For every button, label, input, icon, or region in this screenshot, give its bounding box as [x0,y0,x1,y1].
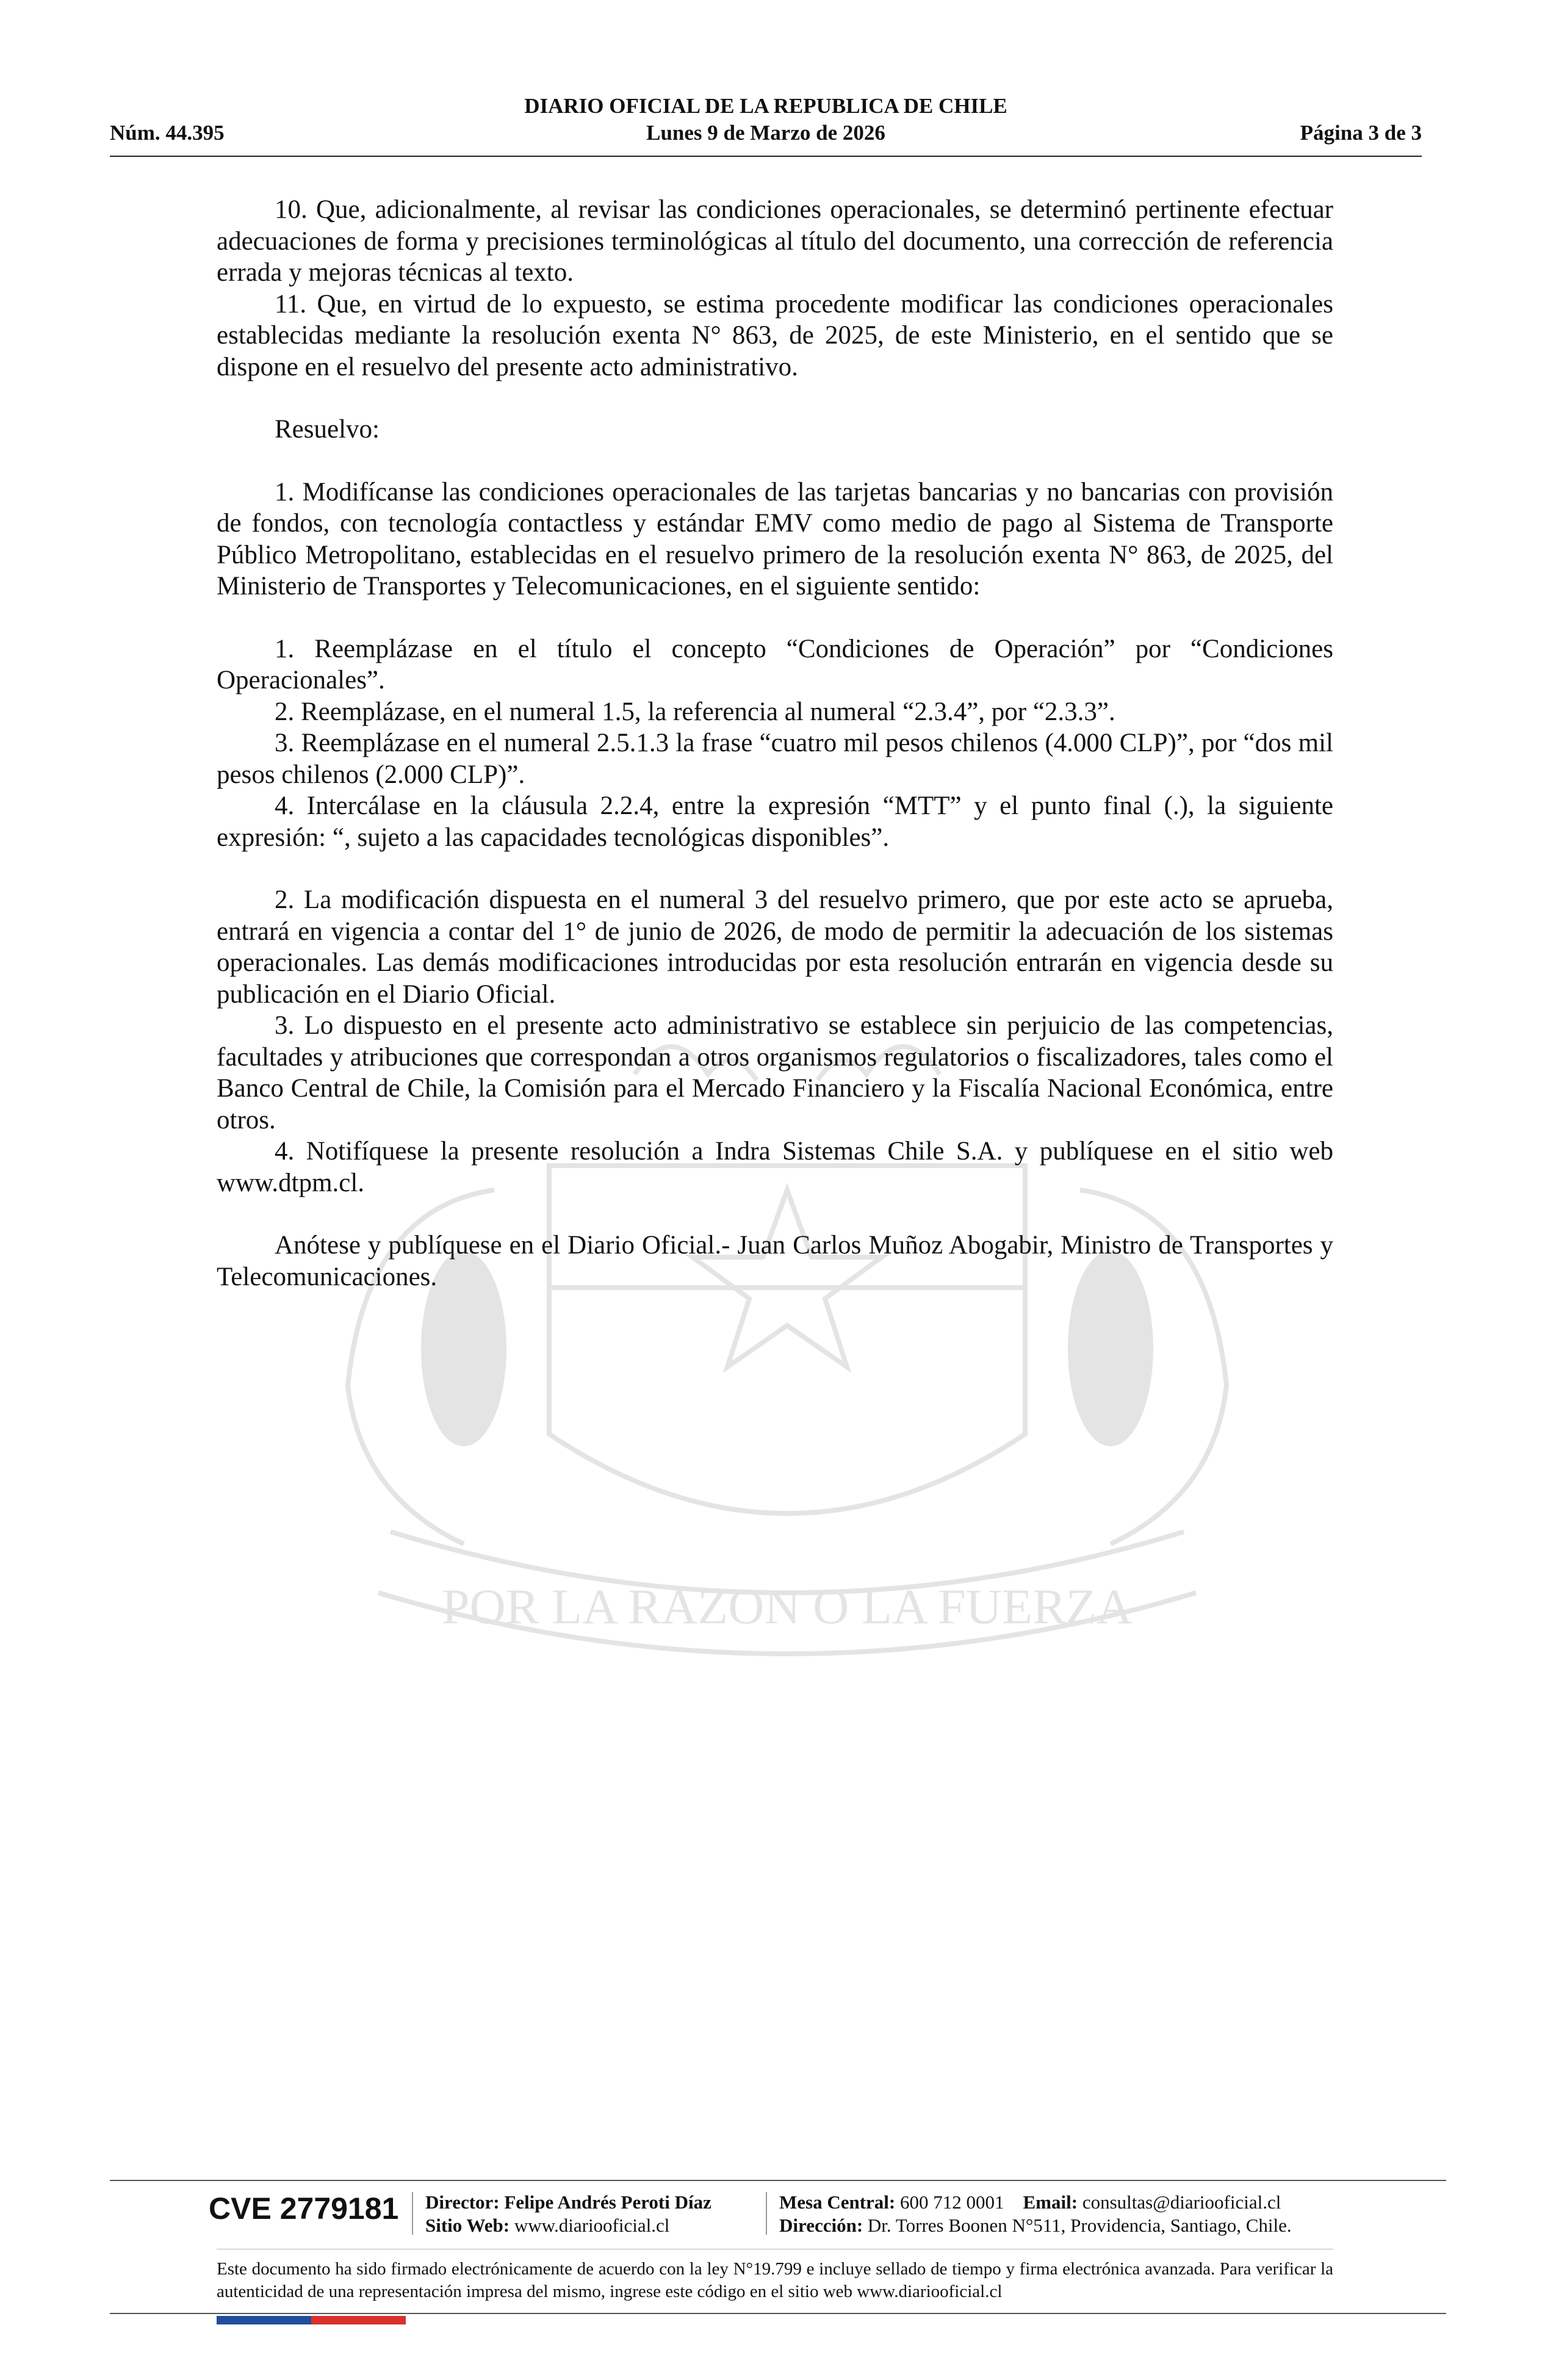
resuelvo-1: 1. Modifícanse las condiciones operacionales de las tarjetas bancarias y no bancarias con provisión de fondos, con tecnología contactless y estándar EMV como medio de pago al Sistema de Transporte Público Metropolitano, establecidas en el resuelvo primero de la resolución exenta N° 863, de 2025, del Ministerio de Transportes y Telecomunicaciones, en el siguiente sentido: [217,477,1333,600]
email-label: Email: [1023,2191,1078,2213]
page-indicator: Página 3 de 3 [1300,121,1422,145]
paragraph-considerando-11: 11. Que, en virtud de lo expuesto, se estima procedente modificar las condiciones operacionales establecidas mediante la resolución exenta N° 863, de 2025, de este Ministerio, en el sentido que se dispone en el resuelvo del presente acto administrativo. [217,289,1333,381]
resuelvo-2: 2. La modificación dispuesta en el numeral 3 del resuelvo primero, que por este acto se aprueba, entrará en vigencia a contar del 1° de junio de 2026, de modo de permitir la adecuación de los sistemas operacionales. Las demás modificaciones introducidas por esta resolución entrarán en vigencia desde su publicación en el Diario Oficial. [217,885,1333,1009]
amendment-2: 2. Reemplázase, en el numeral 1.5, la referencia al numeral “2.3.4”, por “2.3.3”. [275,697,1115,726]
phone-label: Mesa Central: [779,2191,896,2213]
flag-stripe-blue [217,2316,311,2324]
issue-number: Núm. 44.395 [110,121,225,145]
electronic-signature-note: Este documento ha sido firmado electrónicamente de acuerdo con la ley N°19.799 e incluye sellado de tiempo y firma electrónica avanzada. Para verificar la autenticidad de una representación impresa del mismo, ingrese este código en el sitio web www.diariooficial.cl [217,2259,1333,2301]
closing-signature: Anótese y publíquese en el Diario Oficial.- Juan Carlos Muñoz Abogabir, Ministro de Transportes y Telecomunicaciones. [217,1231,1333,1291]
page-header [110,92,1422,159]
director-name: Felipe Andrés Peroti Díaz [504,2191,711,2213]
paragraph-considerando-10: 10. Que, adicionalmente, al revisar las condiciones operacionales, se determinó pertinente efectuar adecuaciones de forma y precisiones terminológicas al título del documento, una corrección de referencia errada y mejoras técnicas al texto. [217,195,1333,287]
address-label: Dirección: [779,2215,863,2236]
header-divider [110,156,1422,157]
amendment-1: 1. Reemplázase en el título el concepto “Condiciones de Operación” por “Condiciones Operacionales”. [217,634,1333,694]
footer-director-block [425,2191,711,2237]
cve-code: CVE 2779181 [209,2191,399,2226]
document-body [217,194,1333,1293]
footer-separator [412,2192,413,2235]
amendment-3: 3. Reemplázase en el numeral 2.5.1.3 la frase “cuatro mil pesos chilenos (4.000 CLP)”, por “dos mil pesos chilenos (2.000 CLP)”. [217,729,1333,789]
newspaper-title: DIARIO OFICIAL DE LA REPUBLICA DE CHILE [524,94,1007,118]
issue-date: Lunes 9 de Marzo de 2026 [646,121,885,145]
amendment-4: 4. Intercálase en la cláusula 2.2.4, entre la expresión “MTT” y el punto final (.), la siguiente expresión: “, sujeto a las capacidades tecnológicas disponibles”. [217,792,1333,852]
footer-divider-top [110,2180,1446,2181]
footer-contact-block [779,2191,1292,2237]
director-label: Director: [425,2191,500,2213]
site-label: Sitio Web: [425,2215,510,2236]
email-link[interactable]: consultas@diariooficial.cl [1082,2191,1281,2213]
motto-text: POR LA RAZON O LA FUERZA [441,1579,1133,1634]
resuelvo-heading: Resuelvo: [275,415,380,444]
phone-value: 600 712 0001 [900,2191,1004,2213]
site-link[interactable]: www.diariooficial.cl [514,2215,670,2236]
resuelvo-3: 3. Lo dispuesto en el presente acto administrativo se establece sin perjuicio de las competencias, facultades y atribuciones que correspondan a otros organismos regulatorios o fiscalizadores, tales como el Banco Central de Chile, la Comisión para el Mercado Financiero y la Fiscalía Nacional Económica, entre otros. [217,1011,1333,1134]
address-value: Dr. Torres Boonen N°511, Providencia, Santiago, Chile. [867,2215,1292,2236]
footer-divider-bottom [110,2313,1446,2314]
resuelvo-4: 4. Notifíquese la presente resolución a Indra Sistemas Chile S.A. y publíquese en el sitio web www.dtpm.cl. [217,1137,1333,1197]
footer-separator [766,2192,767,2235]
flag-stripe-red [311,2316,406,2324]
